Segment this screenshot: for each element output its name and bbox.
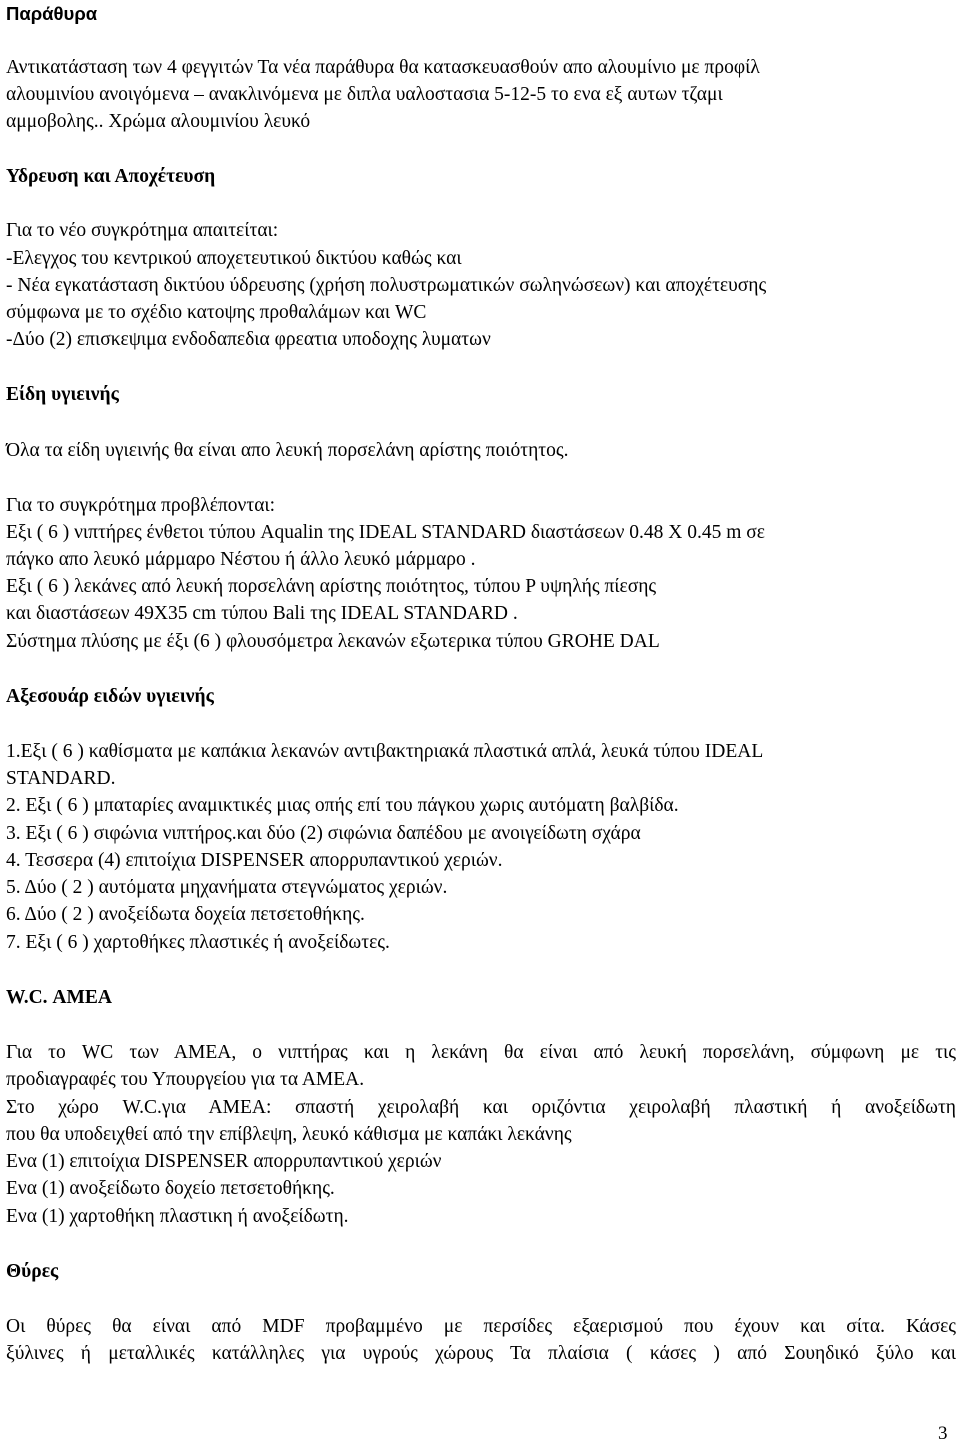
wc-line-5: Ενα (1) επιτοίχια DISPENSER απορρυπαντικού χεριών xyxy=(6,1151,442,1172)
accessories-line-5: 4. Τεσσερα (4) επιτοίχια DISPENSER απορρυπαντικού χεριών. xyxy=(6,850,503,871)
sanitary-line-1: Για το συγκρότημα προβλέπονται: xyxy=(6,495,276,516)
sanitary-intro: Όλα τα είδη υγιεινής θα είναι απο λευκή πορσελάνη αρίστης ποιότητος. xyxy=(6,440,569,461)
accessories-line-2: STANDARD. xyxy=(6,768,116,789)
heading-sanitary: Είδη υγιεινής xyxy=(6,384,119,405)
plumbing-line-4: σύμφωνα με το σχέδιο κατοψης προθαλάμων και WC xyxy=(6,302,427,323)
heading-doors: Θύρες xyxy=(6,1261,59,1282)
wc-line-1: Για το WC των ΑΜΕΑ, ο νιπτήρας και η λεκάνη θα είναι από λευκή πορσελάνη, σύμφωνη με τις xyxy=(6,1042,956,1063)
wc-line-2: προδιαγραφές του Υπουργείου για τα ΑΜΕΑ. xyxy=(6,1069,365,1090)
sanitary-line-4: Εξι ( 6 ) λεκάνες από λευκή πορσελάνη αρίστης ποιότητος, τύπου P υψηλής πίεσης xyxy=(6,576,657,597)
sanitary-line-5: και διαστάσεων 49X35 cm τύπου Bali της IDEAL STANDARD . xyxy=(6,603,518,624)
page-number: 3 xyxy=(938,1423,948,1444)
heading-accessories: Αξεσουάρ ειδών υγιεινής xyxy=(6,686,214,707)
accessories-line-8: 7. Εξι ( 6 ) χαρτοθήκες πλαστικές ή ανοξείδωτες. xyxy=(6,932,390,953)
heading-windows: Παράθυρα xyxy=(6,3,98,24)
wc-line-6: Ενα (1) ανοξείδωτο δοχείο πετσετοθήκης. xyxy=(6,1178,335,1199)
plumbing-line-5: -Δύο (2) επισκεψιμα ενδοδαπεδια φρεατια υποδοχης λυματων xyxy=(6,329,491,350)
accessories-line-3: 2. Εξι ( 6 ) μπαταρίες αναμικτικές μιας οπής επί του πάγκου χωρις αυτόματη βαλβίδα. xyxy=(6,795,679,816)
accessories-line-7: 6. Δύο ( 2 ) ανοξείδωτα δοχεία πετσετοθήκης. xyxy=(6,904,365,925)
windows-line-1: Αντικατάσταση των 4 φεγγιτών Τα νέα παράθυρα θα κατασκευασθούν απο αλουμίνιο με προφίλ xyxy=(6,57,760,78)
accessories-line-4: 3. Εξι ( 6 ) σιφώνια νιπτήρος.και δύο (2) σιφώνια δαπέδου με ανοιγείδωτη σχάρα xyxy=(6,823,641,844)
accessories-line-6: 5. Δύο ( 2 ) αυτόματα μηχανήματα στεγνώματος χεριών. xyxy=(6,877,448,898)
doors-line-1: Οι θύρες θα είναι από MDF προβαμμένο με περσίδες εξαερισμού που έχουν και σίτα. Κάσες xyxy=(6,1316,956,1337)
wc-line-7: Ενα (1) χαρτοθήκη πλαστικη ή ανοξείδωτη. xyxy=(6,1206,349,1227)
heading-wc-amea: W.C. ΑΜΕΑ xyxy=(6,987,112,1008)
sanitary-line-2: Εξι ( 6 ) νιπτήρες ένθετοι τύπου Aqualin της IDEAL STANDARD διαστάσεων 0.48 X 0.45 m σε xyxy=(6,522,765,543)
windows-line-2: αλουμινίου ανοιγόμενα – ανακλινόμενα με διπλα υαλοστασια 5-12-5 το ενα εξ αυτων τζαμι xyxy=(6,84,723,105)
wc-line-3: Στο χώρο W.C.για ΑΜΕΑ: σπαστή χειρολαβή και οριζόντια χειρολαβή πλαστική ή ανοξείδωτη xyxy=(6,1097,956,1118)
windows-line-3: αμμοβολης.. Χρώμα αλουμινίου λευκό xyxy=(6,111,311,132)
plumbing-line-1: Για το νέο συγκρότημα απαιτείται: xyxy=(6,220,279,241)
accessories-line-1: 1.Εξι ( 6 ) καθίσματα με καπάκια λεκανών αντιβακτηριακά πλαστικά απλά, λευκά τύπου IDEAL xyxy=(6,741,764,762)
wc-line-4: που θα υποδειχθεί από την επίβλεψη, λευκό κάθισμα με καπάκι λεκάνης xyxy=(6,1124,572,1145)
plumbing-line-3: - Νέα εγκατάσταση δικτύου ύδρευσης (χρήση πολυστρωματικών σωληνώσεων) και αποχέτευσης xyxy=(6,275,767,296)
heading-plumbing: Υδρευση και Αποχέτευση xyxy=(6,166,216,187)
sanitary-line-6: Σύστημα πλύσης με έξι (6 ) φλουσόμετρα λεκανών εξωτερικα τύπου GROHE DAL xyxy=(6,631,660,652)
sanitary-line-3: πάγκο απο λευκό μάρμαρο Νέστου ή άλλο λευκό μάρμαρο . xyxy=(6,549,476,570)
doors-line-2: ξύλινες ή μεταλλικές κατάλληλες για υγρούς χώρους Τα πλαίσια ( κάσες ) από Σουηδικό ξύλο και xyxy=(6,1343,956,1364)
plumbing-line-2: -Ελεγχος του κεντρικού αποχετευτικού δικτύου καθώς και xyxy=(6,248,462,269)
